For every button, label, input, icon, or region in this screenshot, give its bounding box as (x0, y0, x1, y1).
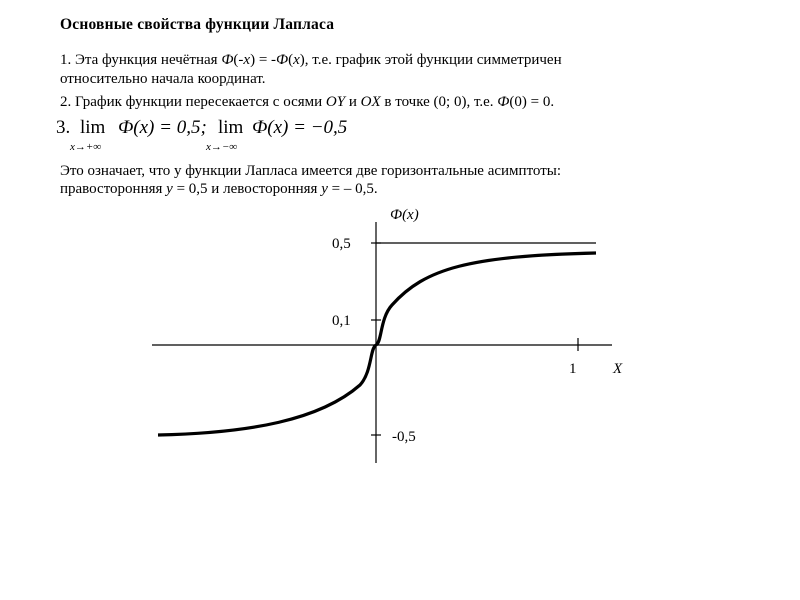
property-1-line-1: 1. Эта функция нечётная Ф(-x) = -Ф(x), т.е. график этой функции симметричен (60, 52, 562, 68)
page-title: Основные свойства функции Лапласа (60, 16, 335, 33)
limit-1-word: lim (80, 117, 106, 138)
meaning-line-1: Это означает, что у функции Лапласа имеется две горизонтальные асимптоты: (60, 163, 562, 179)
x-axis-label: X (613, 361, 623, 377)
y-axis-label: Ф(x) (390, 207, 419, 223)
tick-label-0-5: 0,5 (332, 236, 351, 252)
limit-1-subscript: x→+∞ (70, 141, 102, 153)
tick-label-neg-0-5: -0,5 (392, 429, 416, 445)
property-2: 2. График функции пересекается с осями OY и OX в точке (0; 0), т.е. Ф(0) = 0. (60, 94, 555, 110)
meaning-line-2: правосторонняя y = 0,5 и левосторонняя y = – 0,5. (60, 181, 378, 197)
tick-label-0-1: 0,1 (332, 313, 351, 329)
property-3-number: 3. (56, 117, 71, 138)
limit-2-expression: Ф(x) = −0,5 (252, 117, 348, 138)
tick-label-x-1: 1 (569, 361, 577, 377)
limit-2-subscript: x→−∞ (206, 141, 238, 153)
property-1-line-2: относительно начала координат. (60, 71, 266, 87)
laplace-curve (158, 253, 596, 435)
limit-1-expression: Ф(x) = 0,5; (118, 117, 207, 138)
limit-2-word: lim (218, 117, 244, 138)
